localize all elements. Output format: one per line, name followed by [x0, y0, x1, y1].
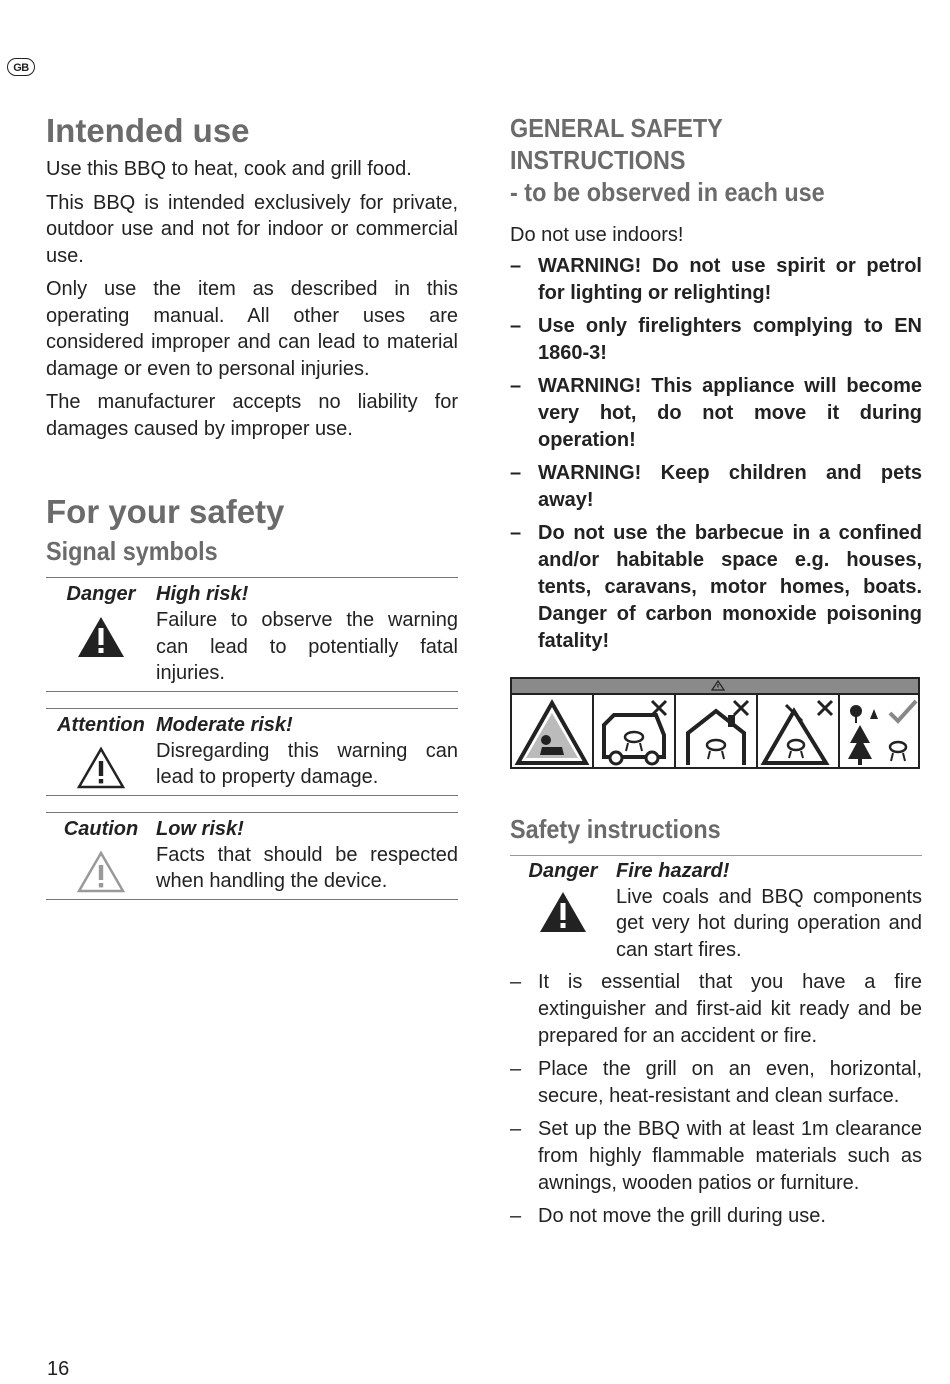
no-vehicle-icon	[594, 695, 674, 769]
warning-filled-icon	[76, 615, 126, 659]
general-warnings-list	[510, 253, 922, 655]
page-number: 16	[47, 1358, 70, 1380]
signal-head: High risk!	[156, 583, 249, 605]
list-item: – WARNING! Keep children and pets away!	[510, 460, 922, 514]
list-item: – Place the grill on an even, horizontal, secure, heat-resistant and clean surface.	[510, 1056, 922, 1110]
no-house-icon	[676, 695, 756, 769]
warning-outline-icon	[76, 746, 126, 790]
indoor-warning: Do not use indoors!	[510, 224, 684, 246]
safety-title: For your safety	[46, 493, 285, 530]
small-warning-icon	[711, 680, 725, 691]
signal-word: Caution	[63, 817, 139, 840]
signal-symbols-table	[46, 577, 458, 900]
danger-head: Fire hazard!	[616, 859, 730, 882]
signal-symbols-title: Signal symbols	[46, 536, 218, 566]
general-safety-title: INSTRUCTIONS	[510, 145, 686, 175]
left-column	[46, 112, 458, 900]
signal-word: Danger	[66, 583, 136, 605]
warning-filled-icon	[538, 890, 588, 934]
danger-text: Live coals and BBQ components get very hot during operation and can start fires.	[616, 885, 922, 961]
signal-word: Danger	[528, 859, 598, 882]
list-item: – Do not move the grill during use.	[510, 1203, 922, 1230]
signal-text: Facts that should be respected when handling the device.	[156, 843, 458, 892]
carbon-monoxide-warning-icon	[512, 695, 592, 769]
intended-use-paragraph: Only use the item as described in this operating manual. All other uses are considered improper and can lead to material damage or even to personal injuries.	[46, 278, 458, 380]
intended-use-paragraph: This BBQ is intended exclusively for private, outdoor use and not for indoor or commercial use.	[46, 191, 458, 267]
list-item: – WARNING! Do not use spirit or petrol for lighting or relighting!	[510, 253, 922, 307]
signal-text: Disregarding this warning can lead to property damage.	[156, 739, 458, 788]
list-item: – It is essential that you have a fire extinguisher and first-aid kit ready and be prepared for an accident or fire.	[510, 969, 922, 1050]
signal-head: Low risk!	[156, 817, 244, 840]
warning-light-icon	[76, 850, 126, 894]
signal-text: Failure to observe the warning can lead to potentially fatal injuries.	[156, 609, 458, 684]
outdoor-allowed-icon	[840, 695, 920, 769]
intended-use-paragraph: The manufacturer accepts no liability for damages caused by improper use.	[46, 391, 458, 440]
list-item: – Set up the BBQ with at least 1m clearance from highly flammable materials such as awnings, wooden patios or furniture.	[510, 1116, 922, 1197]
safety-instructions-title: Safety instructions	[510, 813, 721, 844]
list-item: – Use only firelighters complying to EN 1860-3!	[510, 313, 922, 367]
signal-row-danger	[46, 578, 458, 692]
safety-instructions-list	[510, 969, 922, 1230]
list-item: – WARNING! This appliance will become very hot, do not move it during operation!	[510, 373, 922, 454]
signal-row-attention	[46, 709, 458, 796]
intended-use-paragraph: Use this BBQ to heat, cook and grill food.	[46, 158, 412, 180]
list-item: – Do not use the barbecue in a confined and/or habitable space e.g. houses, tents, caravans, motor homes, boats. Danger of carbon monoxide poisoning fatality!	[510, 520, 922, 655]
signal-word: Attention	[57, 713, 145, 736]
intended-use-title: Intended use	[46, 112, 250, 149]
general-safety-subtitle: - to be observed in each use	[510, 177, 825, 207]
no-tent-icon	[758, 695, 838, 769]
signal-row-caution	[46, 813, 458, 900]
language-badge: GB	[7, 58, 35, 76]
general-safety-title: GENERAL SAFETY	[510, 113, 723, 143]
signal-head: Moderate risk!	[156, 713, 293, 736]
pictogram-strip	[510, 677, 920, 769]
right-column	[510, 112, 922, 1236]
danger-block	[510, 855, 922, 964]
